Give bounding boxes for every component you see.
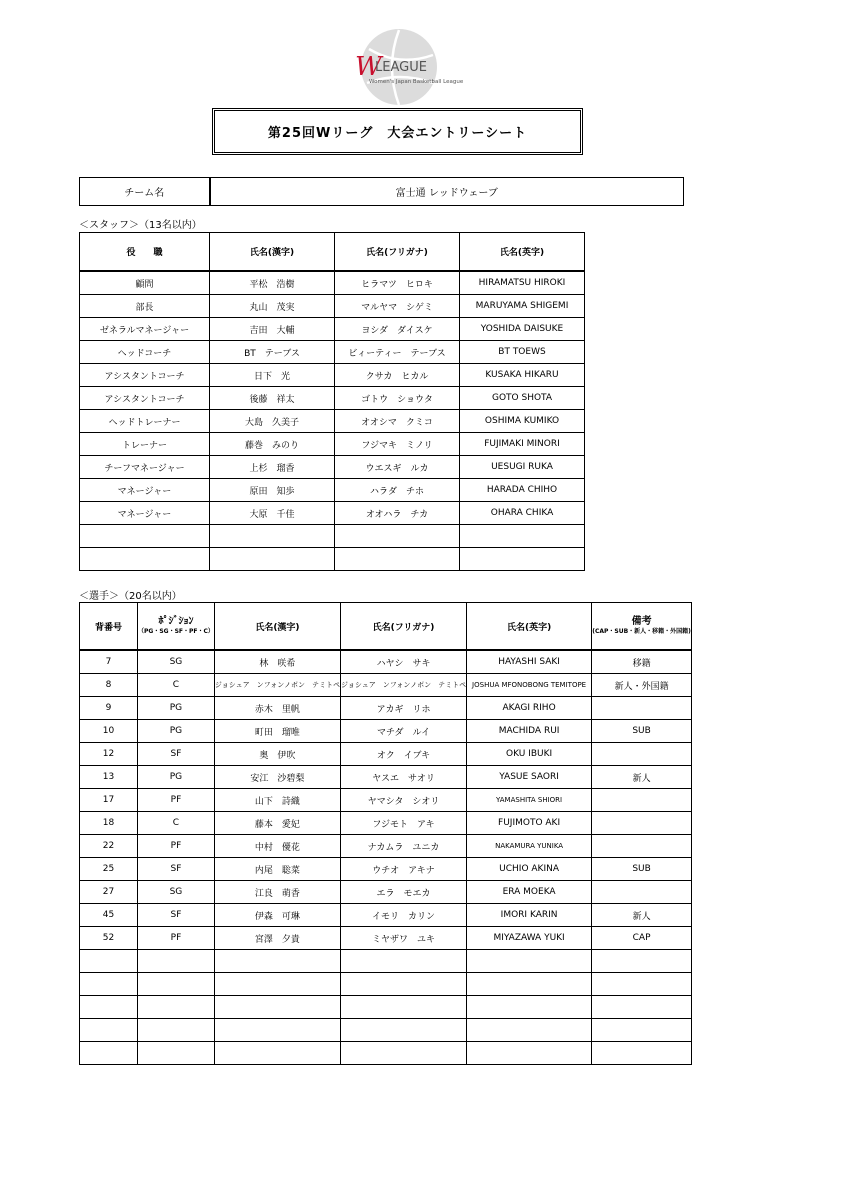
player-name-kana: ウチオ アキナ (340, 858, 466, 881)
player-remarks (592, 1042, 692, 1065)
staff-row (80, 548, 585, 571)
team-label: チーム名 (80, 178, 210, 206)
staff-name-kana: マルヤマ シゲミ (335, 295, 460, 318)
staff-header-role: 役 職 (80, 233, 210, 272)
staff-name-english: GOTO SHOTA (460, 387, 585, 410)
player-name-kanji: 江良 萌香 (214, 881, 340, 904)
player-rows (80, 650, 692, 1065)
team-name: 富士通 レッドウェーブ (210, 178, 684, 206)
player-number: 10 (80, 720, 138, 743)
player-name-kanji: 宮澤 夕貴 (214, 927, 340, 950)
player-position: C (138, 674, 215, 697)
player-name-kanji: ジョシュア ンフォンノボン テミトペ (214, 674, 340, 697)
staff-name-kanji: 藤巻 みのり (210, 433, 335, 456)
staff-row (80, 410, 585, 433)
player-row (80, 766, 692, 789)
player-name-kanji: 町田 瑠唯 (214, 720, 340, 743)
player-position: PF (138, 789, 215, 812)
staff-role: チーフマネージャー (80, 456, 210, 479)
player-number: 17 (80, 789, 138, 812)
player-position: PF (138, 927, 215, 950)
player-number (80, 1042, 138, 1065)
player-name-kanji: 奥 伊吹 (214, 743, 340, 766)
player-name-kana (340, 1019, 466, 1042)
staff-header-english: 氏名(英字) (460, 233, 585, 272)
staff-name-english: HARADA CHIHO (460, 479, 585, 502)
player-name-kana: ヤスエ サオリ (340, 766, 466, 789)
player-position: SF (138, 743, 215, 766)
player-name-kana: ジョシュア ンフォンノボン テミトペ (340, 674, 466, 697)
staff-name-english: OHARA CHIKA (460, 502, 585, 525)
staff-name-english: OSHIMA KUMIKO (460, 410, 585, 433)
player-row (80, 996, 692, 1019)
player-name-kanji: 赤木 里帆 (214, 697, 340, 720)
player-name-english: JOSHUA MFONOBONG TEMITOPE (467, 674, 592, 697)
player-name-english: YASUE SAORI (467, 766, 592, 789)
player-number (80, 996, 138, 1019)
player-position: SF (138, 858, 215, 881)
staff-role: 部長 (80, 295, 210, 318)
player-name-english: NAKAMURA YUNIKA (467, 835, 592, 858)
player-remarks: 新人 (592, 904, 692, 927)
player-number: 13 (80, 766, 138, 789)
staff-row (80, 525, 585, 548)
staff-row (80, 502, 585, 525)
player-remarks: 新人・外国籍 (592, 674, 692, 697)
player-row (80, 1019, 692, 1042)
player-number (80, 973, 138, 996)
player-number: 25 (80, 858, 138, 881)
player-number: 18 (80, 812, 138, 835)
player-name-english: HAYASHI SAKI (467, 650, 592, 674)
staff-name-english (460, 525, 585, 548)
player-header-kana: 氏名(フリガナ) (340, 603, 466, 651)
staff-row (80, 364, 585, 387)
staff-name-kana: ウエスギ ルカ (335, 456, 460, 479)
staff-name-english: KUSAKA HIKARU (460, 364, 585, 387)
staff-role: アシスタントコーチ (80, 364, 210, 387)
svg-text:Women's Japan Basketball Leagu: Women's Japan Basketball League (369, 79, 464, 85)
staff-role: ヘッドトレーナー (80, 410, 210, 433)
player-number (80, 950, 138, 973)
player-remarks: 新人 (592, 766, 692, 789)
player-remarks (592, 881, 692, 904)
player-position (138, 1019, 215, 1042)
player-header-kanji: 氏名(漢字) (214, 603, 340, 651)
player-position (138, 996, 215, 1019)
player-name-kana: アカギ リホ (340, 697, 466, 720)
player-row (80, 674, 692, 697)
player-name-english (467, 973, 592, 996)
staff-name-kana: オオハラ チカ (335, 502, 460, 525)
staff-row (80, 433, 585, 456)
player-name-english: ERA MOEKA (467, 881, 592, 904)
staff-name-kana: ヨシダ ダイスケ (335, 318, 460, 341)
staff-role: マネージャー (80, 479, 210, 502)
player-name-kanji (214, 996, 340, 1019)
player-name-english: IMORI KARIN (467, 904, 592, 927)
staff-name-kanji: BT テーブス (210, 341, 335, 364)
staff-role: ヘッドコーチ (80, 341, 210, 364)
player-section-label: ＜選手＞（20名以内） (79, 591, 182, 602)
player-name-english: FUJIMOTO AKI (467, 812, 592, 835)
player-header-position-options: （PG・SG・SF・PF・C） (138, 628, 214, 636)
player-remarks: 移籍 (592, 650, 692, 674)
player-row (80, 858, 692, 881)
player-header-remarks (592, 603, 692, 651)
staff-name-kanji (210, 548, 335, 571)
staff-row (80, 318, 585, 341)
player-row (80, 973, 692, 996)
player-row (80, 881, 692, 904)
player-header-position (138, 603, 215, 651)
player-name-kana: ナカムラ ユニカ (340, 835, 466, 858)
player-position: PG (138, 766, 215, 789)
player-name-english (467, 950, 592, 973)
staff-role (80, 548, 210, 571)
staff-name-kanji: 日下 光 (210, 364, 335, 387)
player-position: SF (138, 904, 215, 927)
player-position: SG (138, 881, 215, 904)
player-name-english: UCHIO AKINA (467, 858, 592, 881)
staff-role: 顧問 (80, 271, 210, 295)
staff-name-kana: オオシマ クミコ (335, 410, 460, 433)
svg-text:W: W (355, 52, 382, 82)
player-number: 27 (80, 881, 138, 904)
player-row (80, 950, 692, 973)
player-name-english (467, 996, 592, 1019)
player-remarks (592, 950, 692, 973)
player-name-kanji: 内尾 聡菜 (214, 858, 340, 881)
staff-name-kana: ヒラマツ ヒロキ (335, 271, 460, 295)
staff-role: アシスタントコーチ (80, 387, 210, 410)
player-header-english: 氏名(英字) (467, 603, 592, 651)
player-remarks: SUB (592, 720, 692, 743)
staff-header-kanji: 氏名(漢字) (210, 233, 335, 272)
svg-text:LEAGUE: LEAGUE (375, 60, 427, 75)
player-header-position-label: ﾎﾟｼﾞｼｮﾝ (158, 616, 194, 628)
staff-section-label: ＜スタッフ＞（13名以内） (79, 220, 202, 231)
player-name-kana: イモリ カリン (340, 904, 466, 927)
player-header-remarks-label: 備考 (631, 616, 652, 628)
player-name-kana: ヤマシタ シオリ (340, 789, 466, 812)
player-number: 8 (80, 674, 138, 697)
staff-role: ゼネラルマネージャー (80, 318, 210, 341)
player-name-english: OKU IBUKI (467, 743, 592, 766)
wleague-logo (349, 27, 464, 109)
player-remarks: SUB (592, 858, 692, 881)
player-remarks (592, 1019, 692, 1042)
player-name-english (467, 1019, 592, 1042)
player-row (80, 835, 692, 858)
player-name-kana: オク イブキ (340, 743, 466, 766)
staff-row (80, 341, 585, 364)
player-number: 7 (80, 650, 138, 674)
player-remarks (592, 697, 692, 720)
staff-name-kanji: 原田 知歩 (210, 479, 335, 502)
staff-role: トレーナー (80, 433, 210, 456)
staff-row (80, 479, 585, 502)
staff-name-english (460, 548, 585, 571)
staff-name-english: MARUYAMA SHIGEMI (460, 295, 585, 318)
player-name-english: AKAGI RIHO (467, 697, 592, 720)
player-position: SG (138, 650, 215, 674)
player-name-kana: ミヤザワ ユキ (340, 927, 466, 950)
staff-name-english: YOSHIDA DAISUKE (460, 318, 585, 341)
staff-name-kanji: 大島 久美子 (210, 410, 335, 433)
staff-name-kana: ハラダ チホ (335, 479, 460, 502)
document-title: 第25回Wリーグ 大会エントリーシート (212, 108, 583, 155)
player-name-kana: フジモト アキ (340, 812, 466, 835)
player-name-kanji (214, 1019, 340, 1042)
staff-row (80, 295, 585, 318)
staff-name-kanji: 上杉 瑠香 (210, 456, 335, 479)
staff-name-kana (335, 548, 460, 571)
player-remarks (592, 835, 692, 858)
staff-table (79, 232, 585, 571)
staff-row (80, 387, 585, 410)
staff-row (80, 456, 585, 479)
player-name-kana: マチダ ルイ (340, 720, 466, 743)
staff-name-kanji: 吉田 大輔 (210, 318, 335, 341)
player-name-kanji: 林 咲希 (214, 650, 340, 674)
player-table (79, 602, 692, 1065)
player-remarks (592, 973, 692, 996)
player-row (80, 904, 692, 927)
player-name-kana: ハヤシ サキ (340, 650, 466, 674)
player-row (80, 789, 692, 812)
staff-name-kanji (210, 525, 335, 548)
staff-rows (80, 271, 585, 571)
staff-name-kanji: 丸山 茂実 (210, 295, 335, 318)
staff-name-kanji: 大原 千佳 (210, 502, 335, 525)
staff-name-kanji: 後藤 祥太 (210, 387, 335, 410)
player-position (138, 950, 215, 973)
player-name-kanji (214, 973, 340, 996)
player-position: PG (138, 720, 215, 743)
staff-name-kana: ゴトウ ショウタ (335, 387, 460, 410)
player-name-kanji: 中村 優花 (214, 835, 340, 858)
player-name-kana (340, 950, 466, 973)
player-number: 52 (80, 927, 138, 950)
player-name-english (467, 1042, 592, 1065)
player-name-kanji: 安江 沙碧梨 (214, 766, 340, 789)
player-position: PG (138, 697, 215, 720)
player-name-kana (340, 996, 466, 1019)
player-name-english: YAMASHITA SHIORI (467, 789, 592, 812)
player-name-english: MIYAZAWA YUKI (467, 927, 592, 950)
player-name-kanji: 伊森 可琳 (214, 904, 340, 927)
staff-name-kana: ビィーティー テーブス (335, 341, 460, 364)
player-name-kanji (214, 1042, 340, 1065)
staff-name-english: UESUGI RUKA (460, 456, 585, 479)
player-name-kana (340, 1042, 466, 1065)
player-header-remarks-options: (CAP・SUB・新人・移籍・外国籍) (592, 628, 691, 636)
staff-name-kana: フジマキ ミノリ (335, 433, 460, 456)
player-number: 22 (80, 835, 138, 858)
staff-name-kanji: 平松 浩樹 (210, 271, 335, 295)
staff-header-kana: 氏名(フリガナ) (335, 233, 460, 272)
team-table (79, 177, 684, 206)
player-row (80, 927, 692, 950)
player-row (80, 650, 692, 674)
player-remarks: CAP (592, 927, 692, 950)
player-remarks (592, 789, 692, 812)
player-remarks (592, 743, 692, 766)
player-remarks (592, 996, 692, 1019)
player-header-number: 背番号 (80, 603, 138, 651)
staff-name-english: FUJIMAKI MINORI (460, 433, 585, 456)
staff-name-english: BT TOEWS (460, 341, 585, 364)
player-row (80, 812, 692, 835)
player-row (80, 1042, 692, 1065)
player-remarks (592, 812, 692, 835)
player-name-kanji: 藤本 愛妃 (214, 812, 340, 835)
player-position (138, 973, 215, 996)
player-row (80, 743, 692, 766)
staff-role (80, 525, 210, 548)
player-row (80, 720, 692, 743)
staff-row (80, 271, 585, 295)
player-position: PF (138, 835, 215, 858)
player-name-english: MACHIDA RUI (467, 720, 592, 743)
player-number: 9 (80, 697, 138, 720)
player-number (80, 1019, 138, 1042)
player-name-kanji: 山下 詩織 (214, 789, 340, 812)
player-name-kana: エラ モエカ (340, 881, 466, 904)
player-name-kana (340, 973, 466, 996)
staff-name-kana (335, 525, 460, 548)
player-name-kanji (214, 950, 340, 973)
staff-role: マネージャー (80, 502, 210, 525)
staff-name-english: HIRAMATSU HIROKI (460, 271, 585, 295)
staff-name-kana: クサカ ヒカル (335, 364, 460, 387)
player-row (80, 697, 692, 720)
player-position: C (138, 812, 215, 835)
player-position (138, 1042, 215, 1065)
player-number: 45 (80, 904, 138, 927)
player-number: 12 (80, 743, 138, 766)
